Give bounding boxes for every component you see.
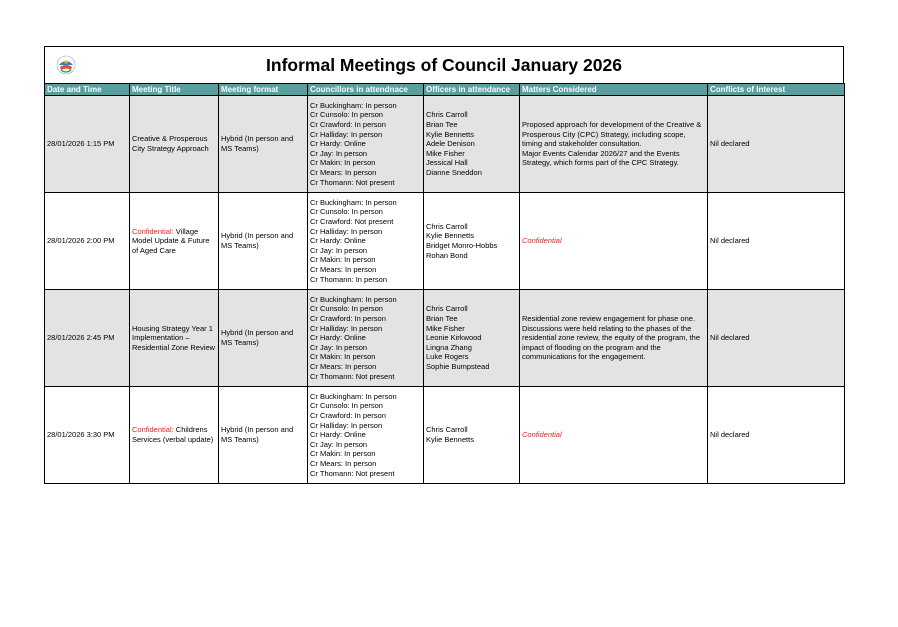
header-officers: Officers in attendance	[424, 84, 520, 96]
confidential-label: Confidential:	[132, 425, 174, 435]
councillor-entry: Cr Jay: In person	[310, 245, 368, 255]
cell-meeting-format: Hybrid (In person and MS Teams)	[219, 96, 308, 193]
councillor-entry: Cr Jay: In person	[310, 439, 368, 449]
councillor-entry: Cr Buckingham: In person	[310, 197, 397, 207]
councillor-entry: Cr Makin: In person	[310, 449, 376, 459]
meeting-title-text: Housing Strategy Year 1 Implementation – Residential Zone Review	[132, 323, 215, 352]
councillor-entry: Cr Jay: In person	[310, 148, 368, 158]
table-row	[45, 96, 845, 193]
table-row	[45, 193, 845, 290]
officer-entry: Chris Carroll	[426, 304, 468, 314]
cell-date-time: 28/01/2026 2:45 PM	[45, 290, 130, 387]
matters-paragraph: Major Events Calendar 2026/27 and the Events Strategy, which forms part of the CPC Strategy.	[522, 148, 680, 168]
officer-entry: Leonie Kirkwood	[426, 333, 482, 343]
councillor-entry: Cr Crawford: Not present	[310, 217, 394, 227]
councillor-entry: Cr Mears: In person	[310, 167, 377, 177]
header-councillors: Councillors in attendnace	[308, 84, 424, 96]
councillor-entry: Cr Hardy: Online	[310, 430, 366, 440]
cell-meeting-title	[130, 290, 219, 387]
councillor-entry: Cr Thomann: Not present	[310, 177, 395, 187]
officer-entry: Mike Fisher	[426, 148, 465, 158]
cell-meeting-title	[130, 193, 219, 290]
cell-matters	[520, 193, 708, 290]
councillor-entry: Cr Buckingham: In person	[310, 294, 397, 304]
councillor-entry: Cr Cunsolo: In person	[310, 110, 383, 120]
document-page	[44, 46, 844, 484]
councillor-entry: Cr Halliday: In person	[310, 226, 383, 236]
councillor-entry: Cr Crawford: In person	[310, 411, 386, 421]
table-body	[45, 96, 845, 484]
title-bar	[44, 46, 844, 83]
header-conflicts: Conflicts of Interest	[708, 84, 845, 96]
confidential-matters-text: Confidential	[522, 236, 562, 246]
councillor-entry: Cr Mears: In person	[310, 264, 377, 274]
header-meeting-title: Meeting Title	[130, 84, 219, 96]
councillor-entry: Cr Cunsolo: In person	[310, 304, 383, 314]
header-matters: Matters Considered	[520, 84, 708, 96]
councillor-entry: Cr Halliday: In person	[310, 323, 383, 333]
cell-date-time: 28/01/2026 2:00 PM	[45, 193, 130, 290]
cell-conflicts: Nil declared	[708, 193, 845, 290]
cell-conflicts: Nil declared	[708, 387, 845, 484]
councillor-entry: Cr Thomann: Not present	[310, 468, 395, 478]
officer-entry: Sophie Bumpstead	[426, 361, 490, 371]
councillor-entry: Cr Thomann: In person	[310, 274, 387, 284]
cell-officers	[424, 387, 520, 484]
councillor-entry: Cr Buckingham: In person	[310, 100, 397, 110]
officer-entry: Kylie Bennetts	[426, 435, 474, 444]
councillor-entry: Cr Cunsolo: In person	[310, 207, 383, 217]
meeting-title-text: Childrens Services (verbal update)	[132, 425, 214, 444]
cell-councillors	[308, 193, 424, 290]
document-title: Informal Meetings of Council January 2026	[266, 55, 622, 75]
cell-date-time: 28/01/2026 1:15 PM	[45, 96, 130, 193]
confidential-matters-text: Confidential	[522, 430, 562, 440]
cell-meeting-format: Hybrid (In person and MS Teams)	[219, 290, 308, 387]
councillor-entry: Cr Hardy: Online	[310, 333, 366, 343]
councillor-entry: Cr Makin: In person	[310, 255, 376, 265]
officer-entry: Bridget Monro-Hobbs	[426, 241, 498, 250]
councillor-entry: Cr Hardy: Online	[310, 236, 366, 246]
cell-date-time: 28/01/2026 3:30 PM	[45, 387, 130, 484]
cell-officers	[424, 290, 520, 387]
councillor-entry: Cr Hardy: Online	[310, 139, 366, 149]
cell-matters	[520, 96, 708, 193]
officer-entry: Dianne Sneddon	[426, 167, 482, 177]
cell-councillors	[308, 96, 424, 193]
councillor-entry: Cr Makin: In person	[310, 158, 376, 168]
table-row	[45, 387, 845, 484]
header-date-time: Date and Time	[45, 84, 130, 96]
councillor-entry: Cr Crawford: In person	[310, 314, 386, 324]
councillor-entry: Cr Halliday: In person	[310, 129, 383, 139]
cell-meeting-title	[130, 96, 219, 193]
matters-paragraph: Proposed approach for development of the Creative & Prosperous City (CPC) Strategy, including scope, timing and stakeholder consultation.	[522, 120, 702, 149]
councillor-entry: Cr Mears: In person	[310, 458, 377, 468]
meetings-table	[44, 83, 845, 484]
officer-entry: Chris Carroll	[426, 110, 468, 120]
cell-officers	[424, 96, 520, 193]
cell-meeting-format: Hybrid (In person and MS Teams)	[219, 193, 308, 290]
officer-entry: Mike Fisher	[426, 323, 465, 333]
table-header-row	[45, 84, 845, 96]
officer-entry: Chris Carroll	[426, 221, 468, 231]
officer-entry: Adele Denison	[426, 139, 475, 149]
officer-entry: Chris Carroll	[426, 425, 468, 435]
meeting-title-text: Village Model Update & Future of Aged Care	[132, 226, 210, 255]
officer-entry: Brian Tee	[426, 314, 458, 324]
councillor-entry: Cr Jay: In person	[310, 342, 368, 352]
cell-officers	[424, 193, 520, 290]
councillor-entry: Cr Crawford: In person	[310, 120, 386, 130]
cell-matters	[520, 387, 708, 484]
officer-entry: Jessical Hall	[426, 158, 468, 168]
officer-entry: Lingna Zhang	[426, 342, 472, 352]
officer-entry: Luke Rogers	[426, 352, 469, 362]
councillor-entry: Cr Makin: In person	[310, 352, 376, 362]
councillor-entry: Cr Buckingham: In person	[310, 391, 397, 401]
table-row	[45, 290, 845, 387]
meeting-title-text: Creative & Prosperous City Strategy Approach	[132, 134, 209, 153]
councillor-entry: Cr Mears: In person	[310, 361, 377, 371]
cell-meeting-format: Hybrid (In person and MS Teams)	[219, 387, 308, 484]
cell-councillors	[308, 387, 424, 484]
header-meeting-format: Meeting format	[219, 84, 308, 96]
officer-entry: Kylie Bennetts	[426, 231, 474, 241]
cell-councillors	[308, 290, 424, 387]
councillor-entry: Cr Thomann: Not present	[310, 371, 395, 381]
officer-entry: Kylie Bennetts	[426, 129, 474, 139]
confidential-label: Confidential:	[132, 226, 174, 236]
cell-conflicts: Nil declared	[708, 290, 845, 387]
officer-entry: Rohan Bond	[426, 250, 468, 260]
cell-matters	[520, 290, 708, 387]
officer-entry: Brian Tee	[426, 120, 458, 130]
councillor-entry: Cr Halliday: In person	[310, 420, 383, 430]
cell-meeting-title	[130, 387, 219, 484]
cell-conflicts: Nil declared	[708, 96, 845, 193]
matters-paragraph: Residential zone review engagement for phase one. Discussions were held relating to the phases of the residential zone review, the equity of the program, the impact of flooding on the program and the communications for the engagement.	[522, 314, 701, 362]
councillor-entry: Cr Cunsolo: In person	[310, 401, 383, 411]
